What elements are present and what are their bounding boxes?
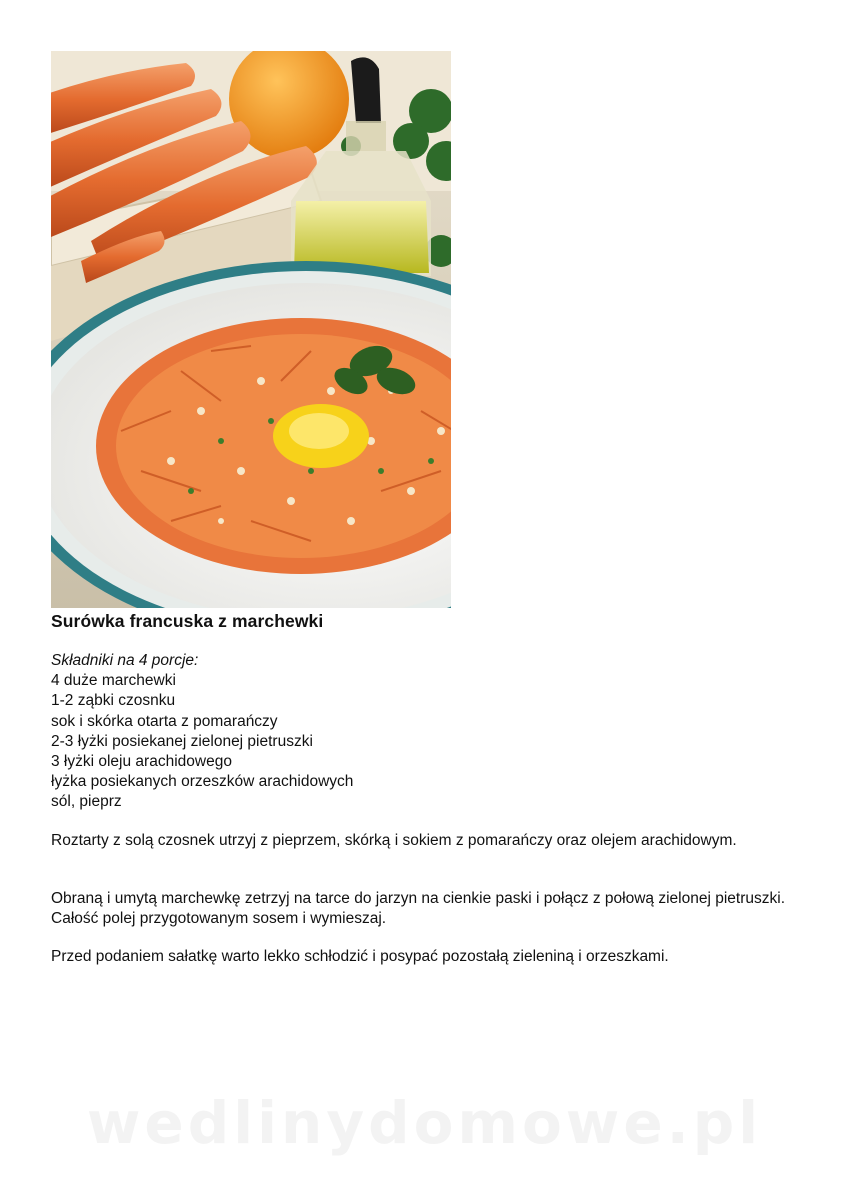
ingredients-section (51, 651, 811, 813)
ingredient-item: łyżka posiekanych orzeszków arachidowych (51, 773, 354, 791)
ingredient-item: 1-2 ząbki czosnku (51, 692, 176, 710)
ingredient-item: 3 łyżki oleju arachidowego (51, 753, 232, 771)
ingredients-list (51, 671, 811, 812)
recipe-photo (51, 51, 451, 608)
recipe-title: Surówka francuska z marchewki (51, 611, 324, 631)
ingredient-item: 4 duże marchewki (51, 672, 176, 690)
carrot-salad-illustration (51, 51, 451, 608)
ingredient-item: sok i skórka otarta z pomarańczy (51, 712, 278, 730)
ingredient-item: 2-3 łyżki posiekanej zielonej pietruszki (51, 732, 313, 750)
preparation-step-1: Roztarty z solą czosnek utrzyj z pieprzem, skórką i sokiem z pomarańczy oraz olejem arachidowym. (51, 832, 737, 849)
site-watermark: wedlinydomowe.pl (86, 1089, 763, 1157)
preparation-step-3: Przed podaniem sałatkę warto lekko schłodzić i posypać pozostałą zieleniną i orzeszkami. (51, 948, 669, 965)
ingredients-intro: Składniki na 4 porcje: (51, 652, 199, 669)
ingredient-item: sól, pieprz (51, 793, 122, 811)
preparation-step-2: Obraną i umytą marchewkę zetrzyj na tarce do jarzyn na cienkie paski i połącz z połową zielonej pietruszki. Całość polej przygotowanym sosem i wymieszaj. (51, 890, 786, 928)
